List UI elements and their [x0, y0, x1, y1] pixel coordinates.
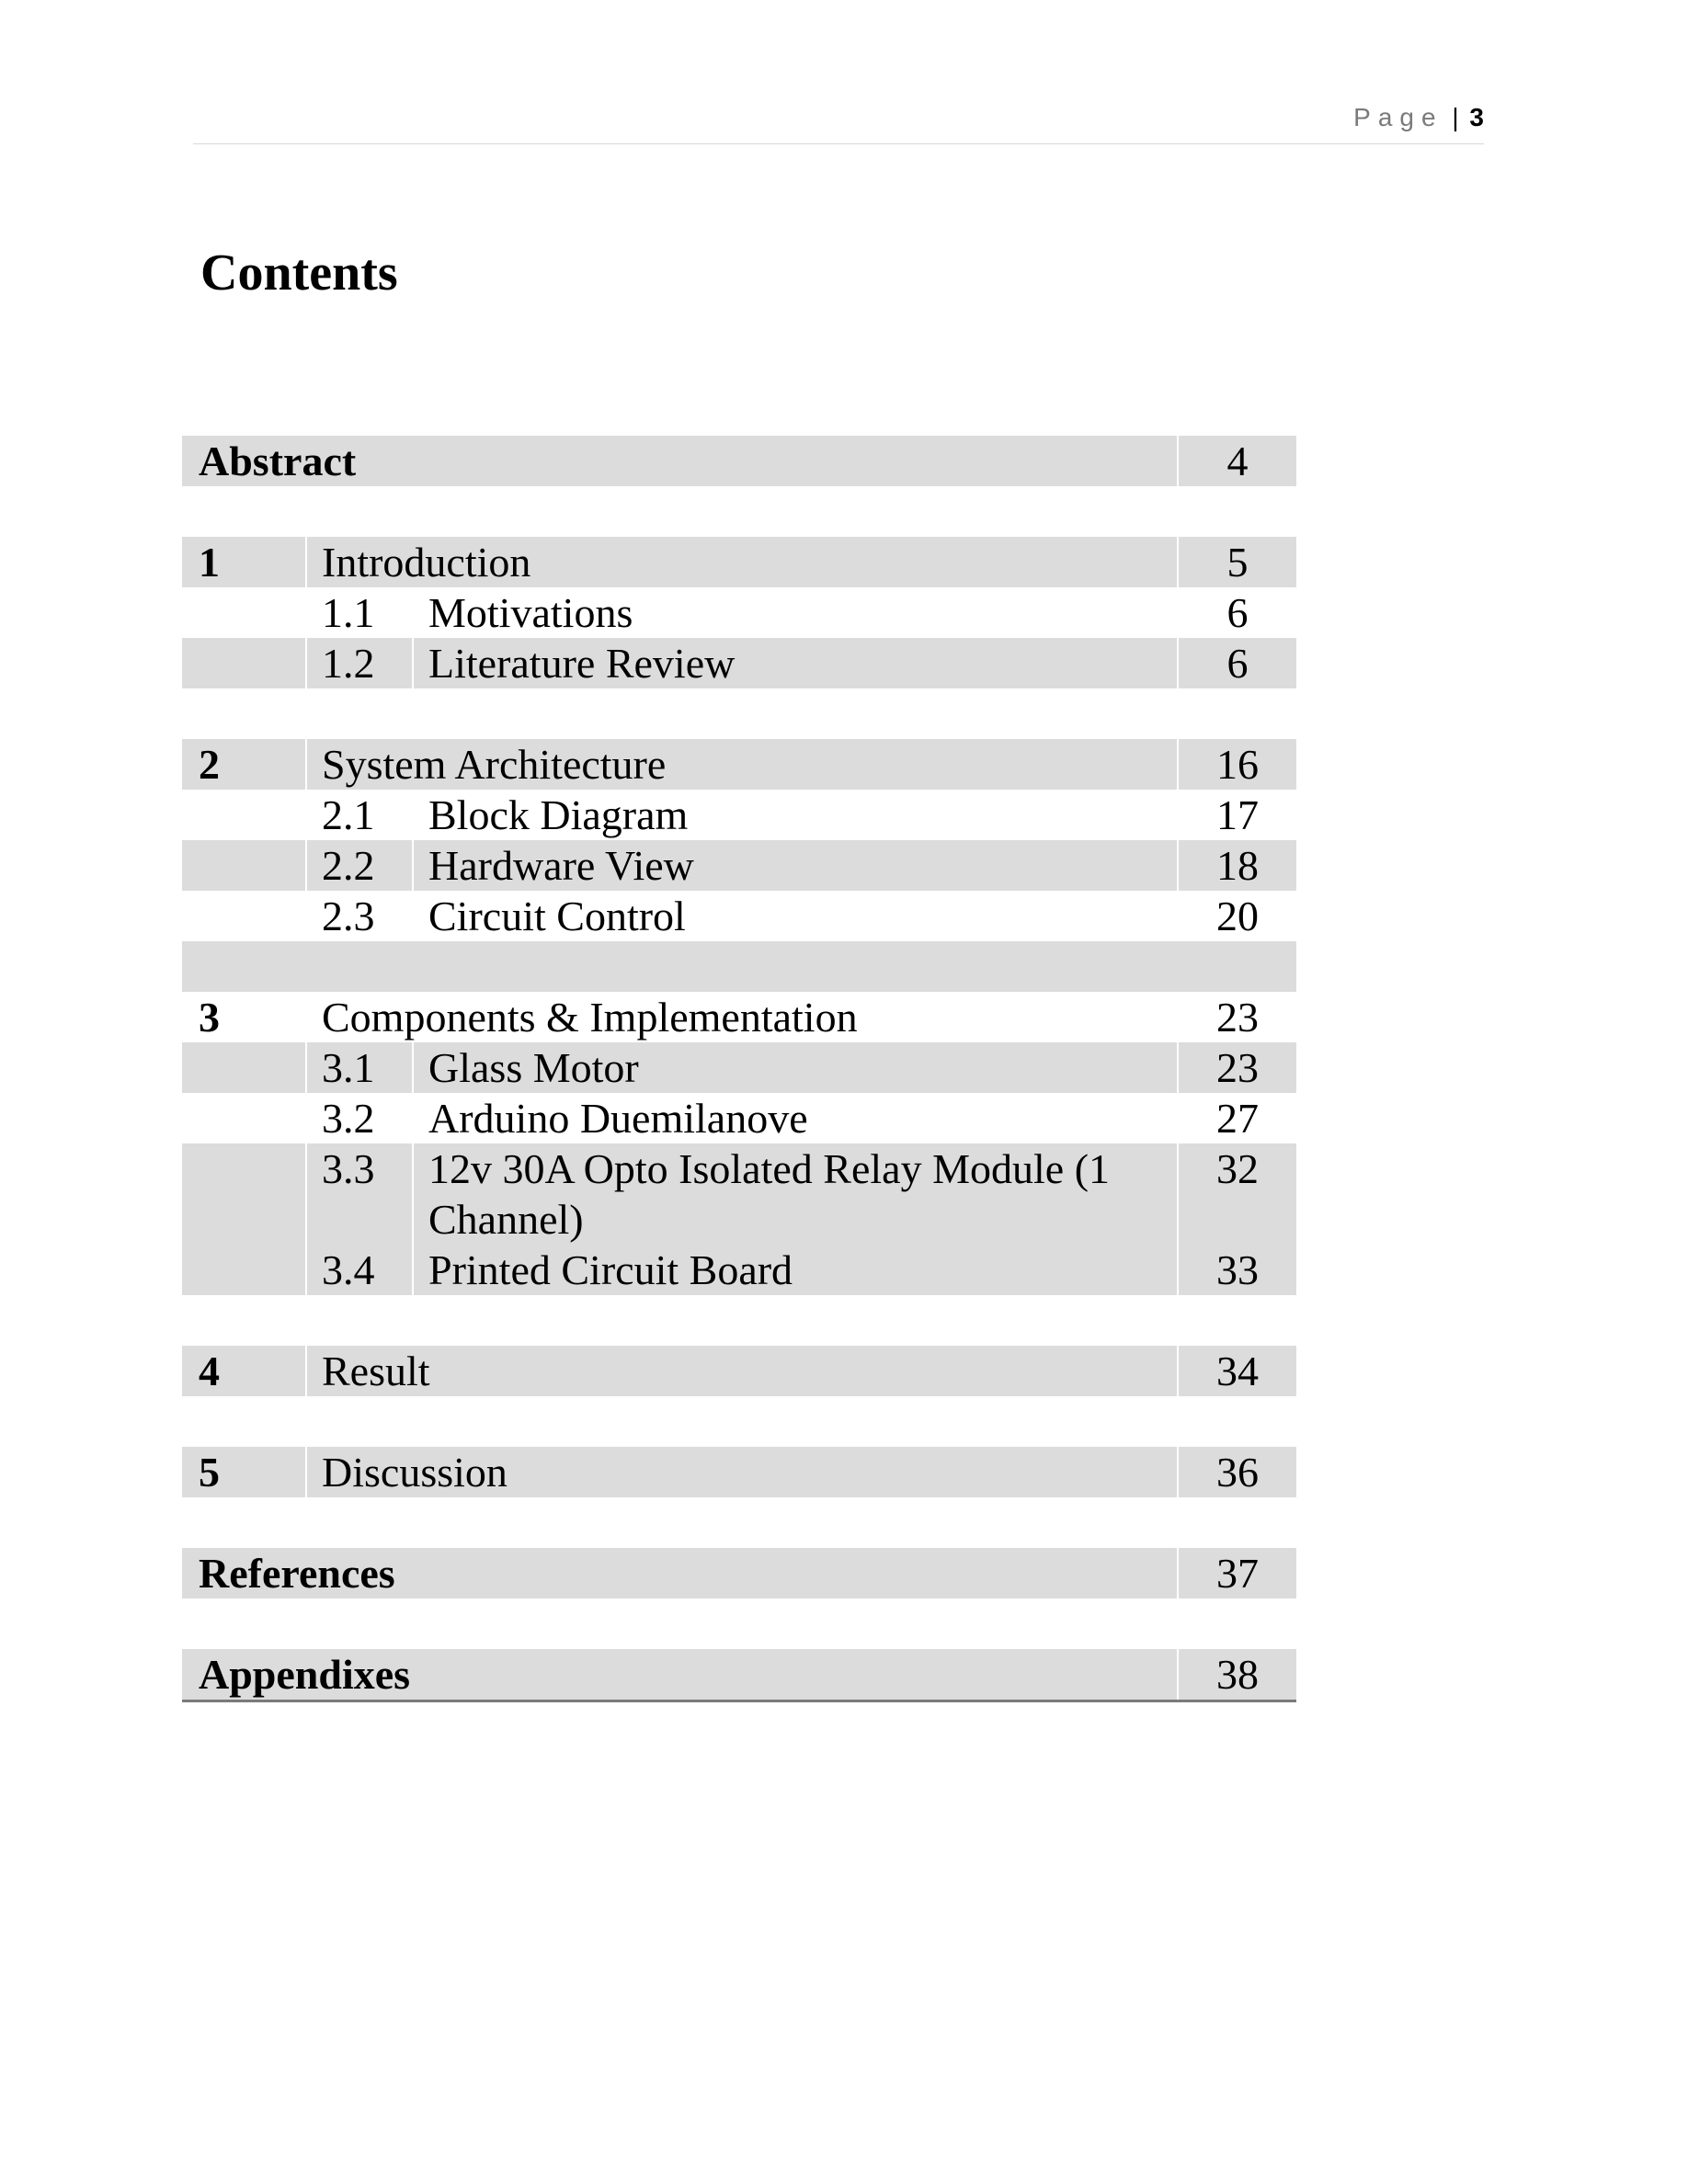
toc-page-number: 32 [1216, 1145, 1259, 1192]
toc-row-section-2-3[interactable] [182, 891, 1296, 941]
toc-page-number: 38 [1216, 1651, 1259, 1698]
toc-chapter-number [182, 1042, 307, 1093]
toc-section-number: 2.3 [322, 893, 375, 939]
page-title: Contents [200, 245, 398, 301]
toc-chapter-title: Result [307, 1346, 1179, 1396]
toc-row-section-1-2[interactable] [182, 638, 1296, 688]
toc-row-abstract[interactable] [182, 436, 1296, 486]
toc-section-title: Glass Motor [414, 1042, 1179, 1093]
toc-page-number: 37 [1216, 1550, 1259, 1597]
toc-page-number: 36 [1216, 1449, 1259, 1496]
toc-spacer [182, 688, 1296, 739]
toc-page-number-group [1179, 1143, 1296, 1295]
toc-chapter-title: Introduction [307, 537, 1179, 587]
toc-row-chapter-3[interactable] [182, 992, 1296, 1042]
toc-row-section-3-3-3-4[interactable] [182, 1143, 1296, 1295]
toc-spacer [182, 1497, 1296, 1548]
toc-section-title-line2: Channel) [428, 1196, 584, 1243]
toc-section-number: 3.1 [307, 1042, 414, 1093]
toc-spacer [182, 1295, 1296, 1346]
toc-row-section-2-1[interactable] [182, 790, 1296, 840]
toc-section-number: 1.2 [307, 638, 414, 688]
toc-section-title: Block Diagram [428, 791, 689, 838]
toc-page-number: 23 [1216, 994, 1259, 1041]
toc-entry-label: Appendixes [182, 1649, 1179, 1700]
toc-page-number: 6 [1226, 640, 1249, 687]
toc-page-number: 6 [1226, 589, 1249, 636]
toc-entry-label: Abstract [182, 436, 1179, 486]
toc-chapter-title: Components & Implementation [322, 994, 858, 1041]
toc-section-title: Motivations [428, 589, 633, 636]
toc-section-number: 3.3 [322, 1145, 375, 1192]
toc-chapter-number [182, 891, 307, 941]
toc-section-title: Circuit Control [428, 893, 686, 939]
toc-row-chapter-5[interactable] [182, 1447, 1296, 1497]
toc-chapter-number: 2 [182, 739, 307, 790]
toc-row-section-2-2[interactable] [182, 840, 1296, 891]
toc-page-number: 27 [1216, 1095, 1259, 1142]
toc-row-appendixes[interactable] [182, 1649, 1296, 1702]
toc-row-chapter-4[interactable] [182, 1346, 1296, 1396]
toc-page-number: 16 [1216, 741, 1259, 788]
toc-section-number-group [307, 1143, 414, 1295]
toc-chapter-number [182, 587, 307, 638]
toc-page-number: 34 [1216, 1348, 1259, 1394]
page-separator: | [1452, 103, 1459, 131]
toc-row-chapter-2[interactable] [182, 739, 1296, 790]
toc-section-number: 3.4 [322, 1246, 375, 1293]
toc-chapter-title: System Architecture [307, 739, 1179, 790]
toc-section-number: 1.1 [322, 589, 375, 636]
toc-row-chapter-1[interactable] [182, 537, 1296, 587]
page-number-label [1353, 103, 1484, 132]
toc-section-number: 2.2 [307, 840, 414, 891]
toc-spacer-shaded [182, 941, 1296, 992]
toc-spacer [182, 486, 1296, 537]
toc-section-title-line1: 12v 30A Opto Isolated Relay Module (1 [428, 1145, 1111, 1192]
toc-spacer [182, 1396, 1296, 1447]
toc-chapter-number [182, 1143, 307, 1295]
page-header [193, 92, 1484, 144]
toc-page-number-blank [1179, 1194, 1296, 1245]
toc-chapter-number: 1 [182, 537, 307, 587]
toc-chapter-number [182, 840, 307, 891]
toc-chapter-number: 4 [182, 1346, 307, 1396]
page-word: Page [1353, 103, 1443, 131]
table-of-contents [182, 436, 1296, 1702]
toc-page-number: 17 [1216, 791, 1259, 838]
toc-chapter-number [182, 1093, 307, 1143]
toc-section-number: 2.1 [322, 791, 375, 838]
toc-section-number: 3.2 [322, 1095, 375, 1142]
toc-page-number: 5 [1226, 539, 1249, 586]
toc-chapter-number: 5 [182, 1447, 307, 1497]
toc-spacer [182, 1598, 1296, 1649]
toc-page-number: 23 [1216, 1044, 1259, 1091]
toc-row-references[interactable] [182, 1548, 1296, 1598]
toc-chapter-number [182, 638, 307, 688]
toc-section-title: Hardware View [414, 840, 1179, 891]
toc-page-number: 4 [1226, 438, 1249, 484]
toc-section-title: Literature Review [414, 638, 1179, 688]
toc-section-title-group [414, 1143, 1179, 1295]
toc-row-section-3-2[interactable] [182, 1093, 1296, 1143]
toc-section-number-blank [322, 1194, 412, 1245]
toc-section-title: Printed Circuit Board [428, 1246, 793, 1293]
toc-row-section-3-1[interactable] [182, 1042, 1296, 1093]
toc-chapter-title: Discussion [307, 1447, 1179, 1497]
page-number: 3 [1469, 103, 1484, 131]
toc-section-title: Arduino Duemilanove [428, 1095, 808, 1142]
toc-page-number: 20 [1216, 893, 1259, 939]
toc-row-section-1-1[interactable] [182, 587, 1296, 638]
toc-chapter-number: 3 [199, 994, 220, 1041]
toc-entry-label: References [182, 1548, 1179, 1598]
toc-page-number: 33 [1216, 1246, 1259, 1293]
toc-chapter-number [182, 790, 307, 840]
toc-page-number: 18 [1216, 842, 1259, 889]
